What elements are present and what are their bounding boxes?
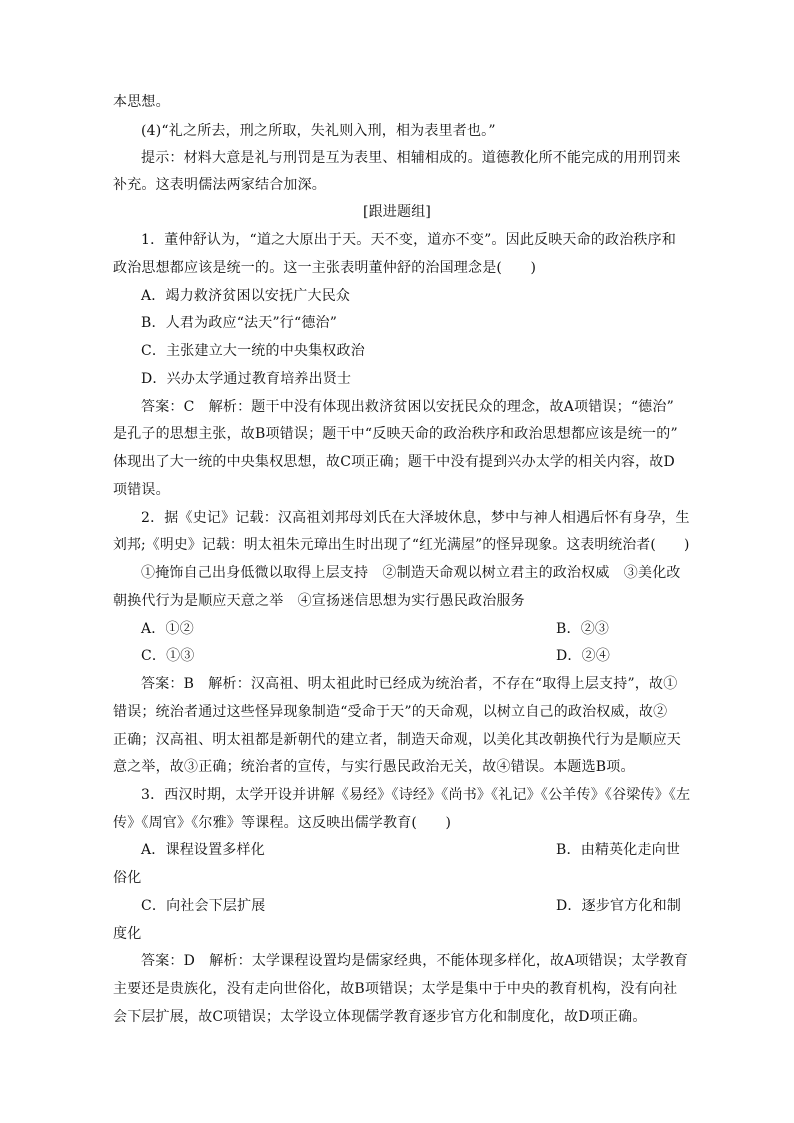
question-2-stem: 2．据《史记》记载：汉高祖刘邦母刘氏在大泽坡休息，梦中与神人相遇后怀有身孕，生: [141, 510, 690, 526]
question-1-stem: 1．董仲舒认为，“道之大原出于天。天不变，道亦不变”。因此反映天命的政治秩序和: [141, 232, 677, 248]
question-2-stem: 刘邦;《明史》记载：明太祖朱元璋出生时出现了“红光满屋”的怪异现象。这表明统治者( ): [113, 537, 690, 553]
text-line: (4)“礼之所去，刑之所取，失礼则入刑，相为表里者也。”: [141, 123, 496, 139]
text-line: 补充。这表明儒法两家结合加深。: [113, 177, 326, 193]
question-2-statements: 朝换代行为是顺应天意之举 ④宣扬迷信思想为实行愚民政治服务: [113, 593, 525, 609]
question-3-stem: 3．西汉时期，太学开设并讲解《易经》《诗经》《尚书》《礼记》《公羊传》《谷梁传》《左: [141, 787, 691, 803]
answer-explanation: 正确；汉高祖、明太祖都是新朝代的建立者，制造天命观，以美化其改朝换代行为是顺应天: [113, 732, 681, 748]
answer-explanation: 会下层扩展，故C项错误；太学设立体现儒学教育逐步官方化和制度化，故D项正确。: [113, 1009, 647, 1025]
option-a: A．①②: [141, 621, 194, 637]
answer-explanation: 体现出了大一统的中央集权思想，故C项正确；题干中没有提到兴办太学的相关内容，故D: [113, 454, 675, 470]
option-a: A．课程设置多样化: [141, 842, 265, 858]
option-c: C．向社会下层扩展: [141, 898, 266, 914]
section-heading: [跟进题组]: [362, 204, 432, 220]
answer-explanation: 错误；统治者通过这些怪异现象制造“受命于天”的天命观，以树立自己的政治权威，故②: [113, 704, 668, 720]
option-d: D．②④: [556, 648, 611, 664]
answer-explanation: 是孔子的思想主张，故B项错误；题干中“反映天命的政治秩序和政治思想都应该是统一的”: [113, 426, 678, 442]
option-c: C．①③: [141, 648, 195, 664]
answer-explanation: 项错误。: [113, 482, 170, 498]
option-b: B．由精英化走向世: [556, 842, 681, 858]
option-d: 度化: [113, 926, 142, 942]
question-3-stem: 传》《周官》《尔雅》等课程。这反映出儒学教育( ): [113, 815, 452, 831]
option-a: A．竭力救济贫困以安抚广大民众: [141, 288, 351, 304]
question-2-statements: ①掩饰自己出身低微以取得上层支持 ②制造天命观以树立君主的政治权威 ③美化改: [141, 565, 681, 581]
answer-explanation: 意之举，故③正确；统治者的宣传，与实行愚民政治无关，故④错误。本题选B项。: [113, 759, 635, 775]
answer-explanation: 答案：B 解析：汉高祖、明太祖此时已经成为统治者，不存在“取得上层支持”，故①: [141, 676, 678, 692]
question-1-stem: 政治思想都应该是统一的。这一主张表明董仲舒的治国理念是( ): [113, 260, 537, 276]
option-b: 俗化: [113, 870, 142, 886]
option-c: C．主张建立大一统的中央集权政治: [141, 343, 365, 359]
text-line: 本思想。: [113, 94, 170, 110]
answer-explanation: 主要还是贵族化，没有走向世俗化，故B项错误；太学是集中于中央的教育机构，没有向社: [113, 981, 678, 997]
text-line: 提示：材料大意是礼与刑罚是互为表里、相辅相成的。道德教化所不能完成的用刑罚来: [141, 150, 681, 166]
option-d: D．逐步官方化和制: [556, 898, 682, 914]
option-d: D．兴办太学通过教育培养出贤士: [141, 371, 352, 387]
answer-explanation: 答案：C 解析：题干中没有体现出救济贫困以安抚民众的理念，故A项错误；“德治”: [141, 399, 674, 415]
option-b: B．人君为政应“法天”行“德治”: [141, 315, 338, 331]
answer-explanation: 答案：D 解析：太学课程设置均是儒家经典，不能体现多样化，故A项错误；太学教育: [141, 953, 689, 969]
option-b: B．②③: [556, 621, 610, 637]
